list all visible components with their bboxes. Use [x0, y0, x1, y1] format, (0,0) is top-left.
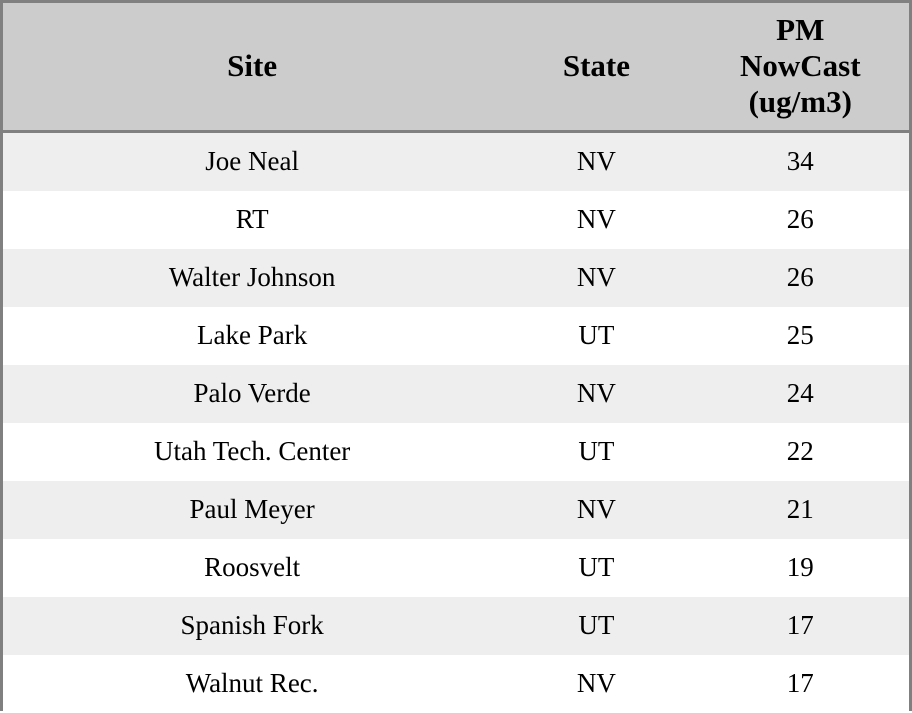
table-header-row	[3, 3, 909, 131]
table-row	[3, 191, 909, 249]
table-body	[3, 131, 909, 713]
column-header-pm-nowcast-line-2: NowCast	[739, 48, 861, 84]
table-row	[3, 423, 909, 481]
table-row	[3, 307, 909, 365]
table-row	[3, 249, 909, 307]
cell-site: Paul Meyer	[3, 481, 501, 539]
cell-state: NV	[501, 481, 691, 539]
table-row	[3, 655, 909, 713]
cell-value: 17	[692, 597, 909, 655]
table-row	[3, 131, 909, 191]
cell-site: Spanish Fork	[3, 597, 501, 655]
cell-state: NV	[501, 655, 691, 713]
column-header-pm-nowcast-line-3: (ug/m3)	[748, 84, 852, 120]
column-header-site: Site	[3, 3, 501, 131]
cell-value: 19	[692, 539, 909, 597]
cell-site: Utah Tech. Center	[3, 423, 501, 481]
column-header-pm-nowcast-line-1: PM	[776, 12, 825, 48]
cell-state: UT	[501, 597, 691, 655]
cell-state: NV	[501, 191, 691, 249]
cell-site: RT	[3, 191, 501, 249]
table-row	[3, 597, 909, 655]
cell-state: NV	[501, 131, 691, 191]
cell-state: NV	[501, 249, 691, 307]
cell-site: Lake Park	[3, 307, 501, 365]
cell-value: 22	[692, 423, 909, 481]
cell-state: UT	[501, 307, 691, 365]
cell-value: 21	[692, 481, 909, 539]
pm-nowcast-table	[3, 3, 909, 713]
table-row	[3, 481, 909, 539]
cell-state: NV	[501, 365, 691, 423]
cell-value: 26	[692, 191, 909, 249]
table-header	[3, 3, 909, 131]
table-row	[3, 365, 909, 423]
cell-site: Palo Verde	[3, 365, 501, 423]
cell-value: 17	[692, 655, 909, 713]
cell-site: Joe Neal	[3, 131, 501, 191]
column-header-pm-nowcast	[692, 3, 909, 131]
cell-site: Walnut Rec.	[3, 655, 501, 713]
column-header-state: State	[501, 3, 691, 131]
table-row	[3, 539, 909, 597]
cell-state: UT	[501, 423, 691, 481]
cell-state: UT	[501, 539, 691, 597]
cell-value: 25	[692, 307, 909, 365]
cell-site: Walter Johnson	[3, 249, 501, 307]
cell-site: Roosvelt	[3, 539, 501, 597]
cell-value: 34	[692, 131, 909, 191]
cell-value: 24	[692, 365, 909, 423]
cell-value: 26	[692, 249, 909, 307]
